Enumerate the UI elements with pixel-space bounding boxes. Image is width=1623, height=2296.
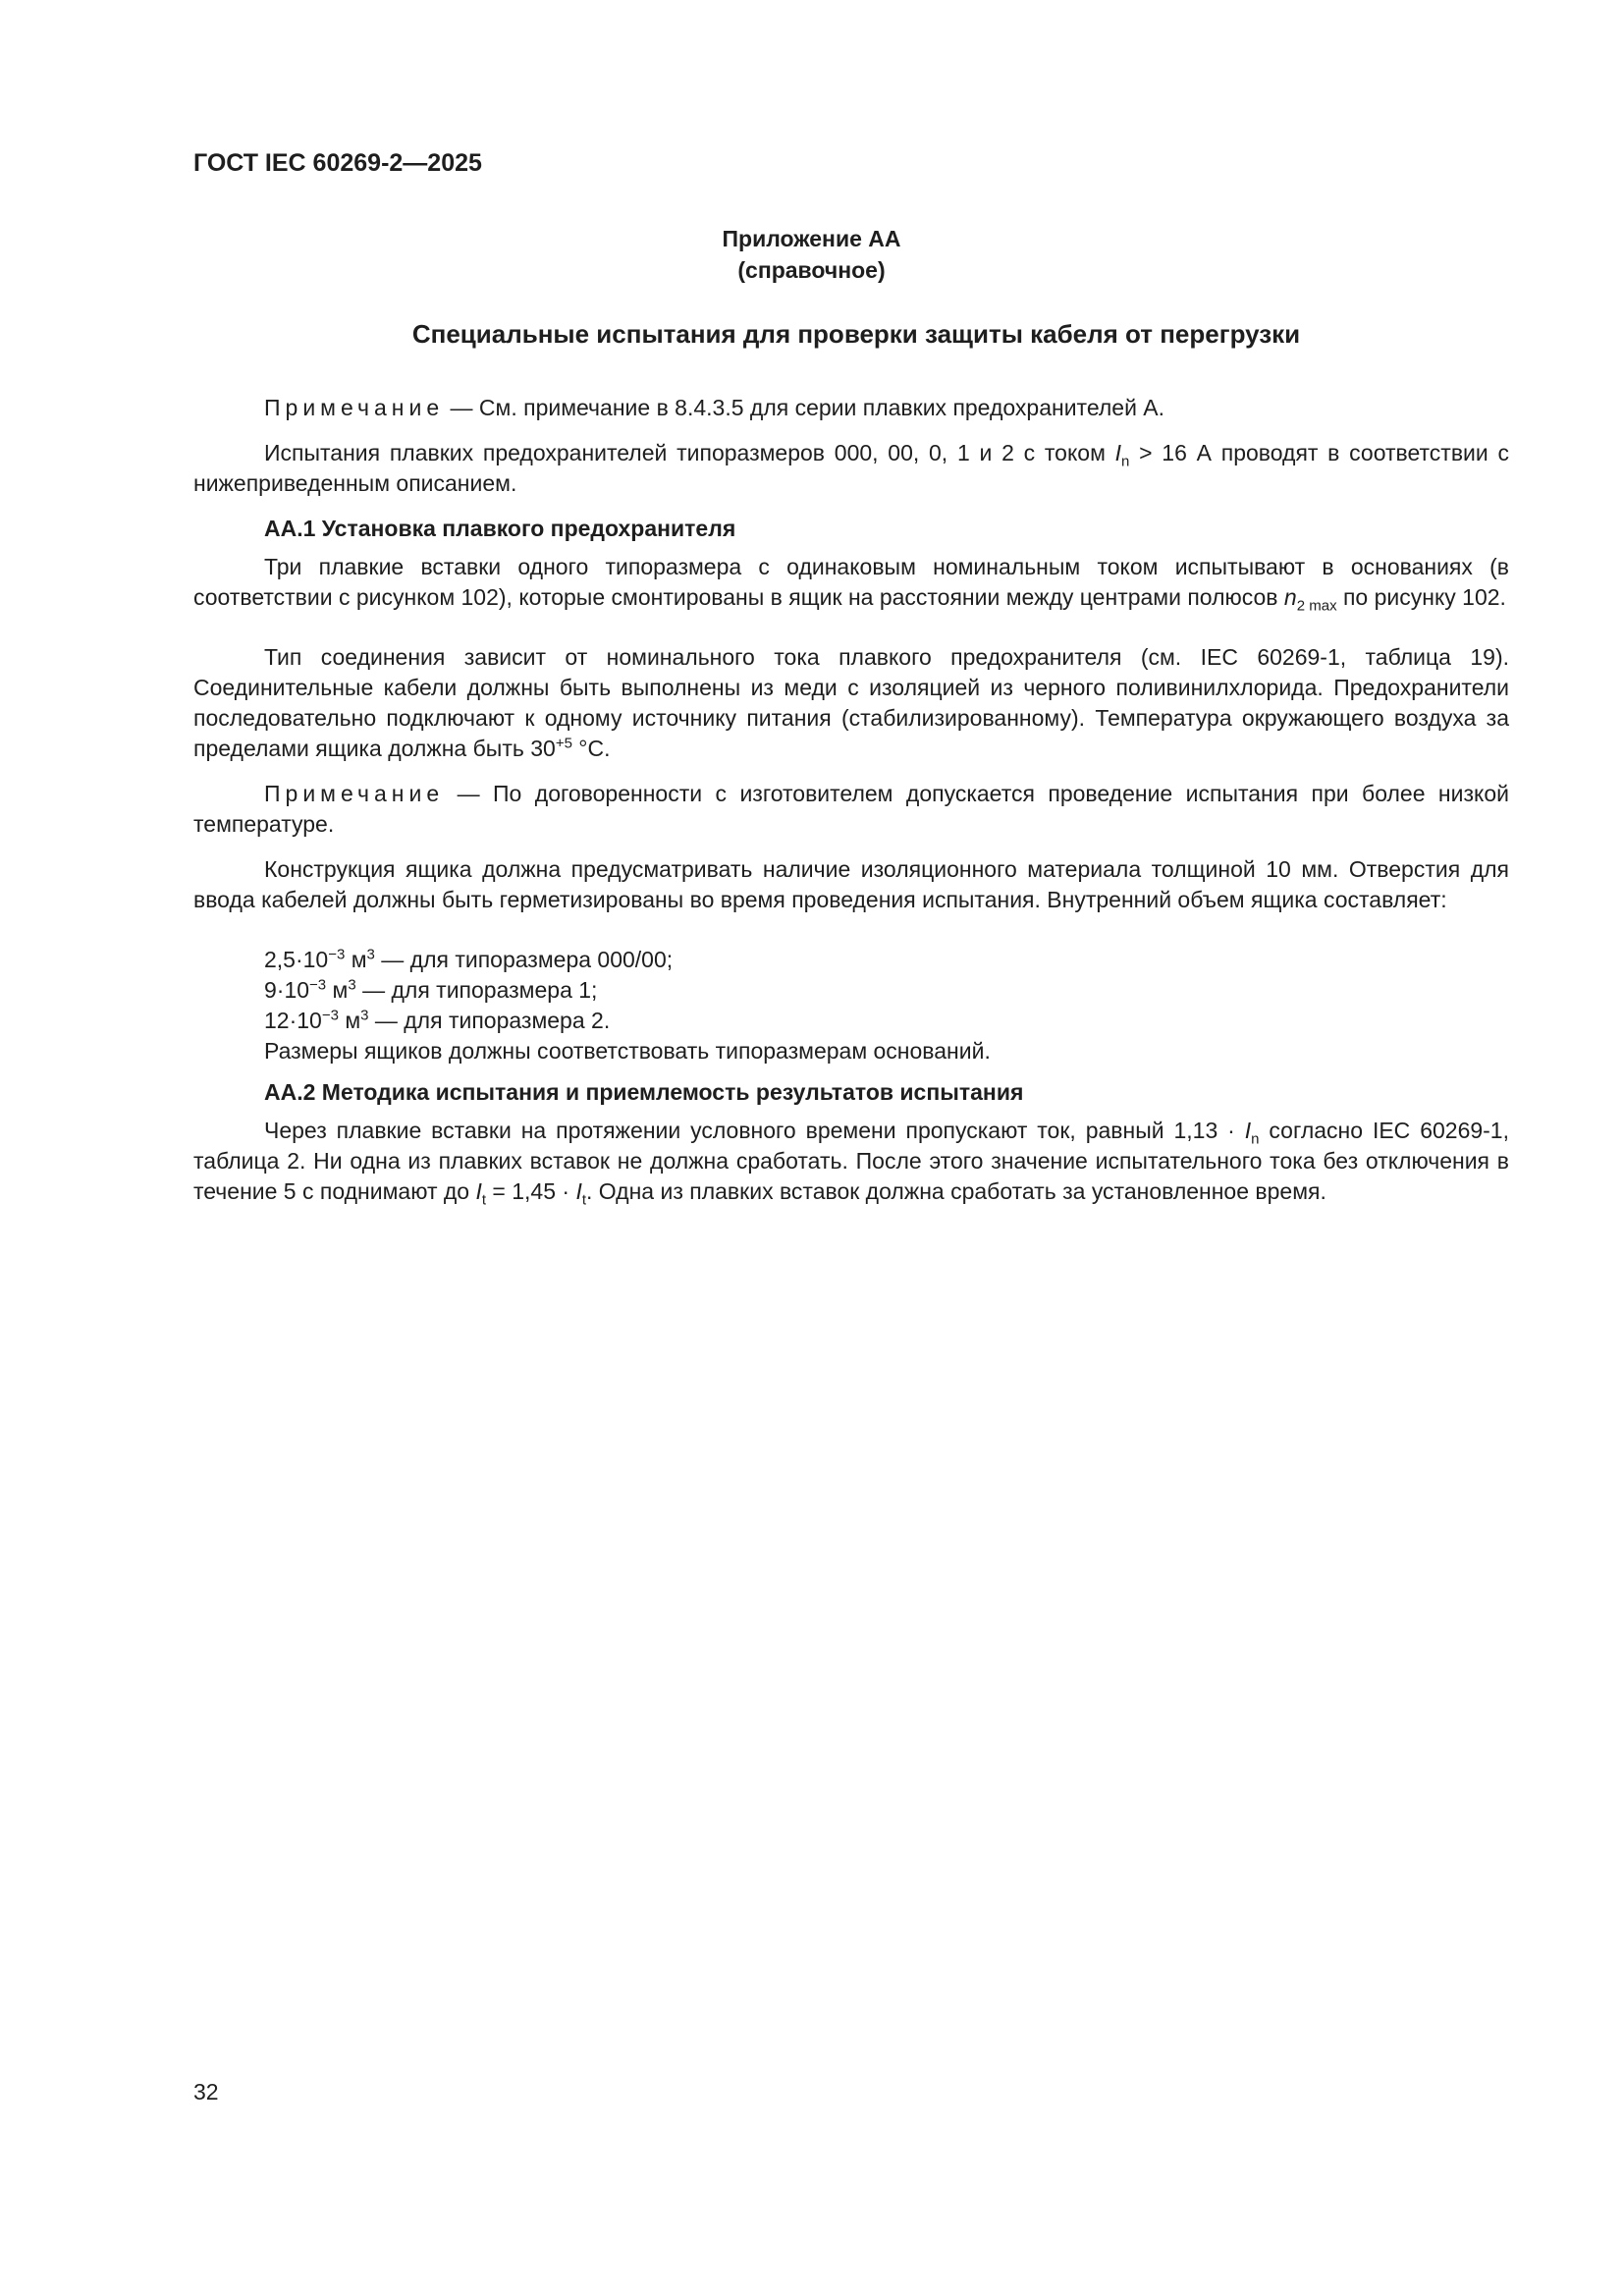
- current-subscript: n: [1121, 453, 1130, 470]
- aa2-paragraph: [193, 1116, 1509, 1207]
- note-1: [193, 393, 1509, 423]
- annex-title: Приложение АА: [722, 226, 901, 251]
- note-text: — См. примечание в 8.4.3.5 для серии плавких предохранителей А.: [444, 395, 1165, 420]
- volume-exponent: −3: [309, 976, 327, 994]
- current-symbol: I: [1114, 440, 1122, 465]
- note-text: — По договоренности с изготовителем допускается проведение испытания при более низкой температуре.: [193, 781, 1509, 837]
- volume-mantissa: 2,5·10: [264, 947, 329, 972]
- aa1-paragraph-2: [193, 642, 1509, 764]
- aa1-p1-text: Три плавкие вставки одного типоразмера с одинаковым номинальным током испытывают в основаниях (в соответствии с рисунком 102), которые смонтированы в ящик на расстоянии между центрами полюсов: [193, 554, 1509, 610]
- volume-description: — для типоразмера 000/00;: [374, 947, 674, 972]
- intro-text-end: > 16 А проводят в соответствии с нижеприведенным описанием.: [193, 440, 1509, 496]
- aa2-text: согласно IEC 60269-1, таблица 2. Ни одна из плавких вставок не должна сработать. После этого значение испытательного тока без отключения в течение 5 с поднимают до: [193, 1118, 1509, 1204]
- volume-description: — для типоразмера 2.: [368, 1008, 611, 1033]
- volume-exponent: −3: [328, 946, 346, 963]
- distance-symbol: n: [1283, 584, 1297, 610]
- volume-unit: м: [345, 947, 367, 972]
- box-closing: Размеры ящиков должны соответствовать типоразмерам оснований.: [264, 1038, 991, 1064]
- volume-exponent: −3: [321, 1007, 339, 1024]
- unit-exponent: 3: [348, 976, 356, 994]
- document-id: ГОСТ IEC 60269-2—2025: [193, 149, 482, 177]
- annex-name: Специальные испытания для проверки защиты кабеля от перегрузки: [411, 319, 1301, 349]
- current-symbol: I: [475, 1178, 482, 1204]
- volume-mantissa: 9·10: [264, 977, 310, 1003]
- volume-mantissa: 12·10: [264, 1008, 322, 1033]
- intro-text: Испытания плавких предохранителей типоразмеров 000, 00, 0, 1 и 2 с током: [264, 440, 1115, 465]
- aa1-p1-text-end: по рисунку 102.: [1336, 584, 1506, 610]
- unit-exponent: 3: [360, 1007, 369, 1024]
- section-aa2-heading: АА.2 Методика испытания и приемлемость результатов испытания: [264, 1079, 1024, 1105]
- note-label: Примечание: [264, 781, 445, 806]
- annex-status: (справочное): [737, 257, 886, 283]
- current-symbol: I: [1244, 1118, 1252, 1143]
- volume-item: [264, 1006, 610, 1036]
- volume-unit: м: [326, 977, 349, 1003]
- distance-subscript: 2 max: [1296, 597, 1337, 615]
- unit-exponent: 3: [366, 946, 375, 963]
- volume-description: — для типоразмера 1;: [355, 977, 598, 1003]
- note-2: [193, 779, 1509, 840]
- current-subscript: t: [481, 1191, 487, 1209]
- aa1-paragraph-1: [193, 552, 1509, 613]
- current-subscript: n: [1251, 1130, 1260, 1148]
- intro-paragraph: [193, 438, 1509, 499]
- aa1-p2-text-end: °С.: [571, 736, 611, 761]
- section-aa1-heading: АА.1 Установка плавкого предохранителя: [264, 516, 736, 541]
- aa2-text-end: . Одна из плавких вставок должна сработать за установленное время.: [586, 1178, 1326, 1204]
- box-paragraph: Конструкция ящика должна предусматривать наличие изоляционного материала толщиной 10 мм. Отверстия для ввода кабелей должны быть герметизированы во время проведения испытания. Внутренний объем ящика составляет:: [193, 856, 1509, 912]
- volume-item: [264, 975, 597, 1006]
- note-label: Примечание: [264, 395, 445, 420]
- volume-item: [264, 945, 673, 975]
- page-number: 32: [193, 2079, 219, 2105]
- volume-unit: м: [338, 1008, 361, 1033]
- aa2-text: Через плавкие вставки на протяжении условного времени пропускают ток, равный 1,13 ·: [264, 1118, 1245, 1143]
- aa2-text: = 1,45 ·: [486, 1178, 576, 1204]
- aa1-p2-text: Тип соединения зависит от номинального тока плавкого предохранителя (см. IEC 60269-1, таблица 19). Соединительные кабели должны быть выполнены из меди с изоляцией из черного поливинилхлорида. Предохранители последовательно подключают к одному источнику питания (стабилизированному). Температура окружающего воздуха за пределами ящика должна быть 30: [193, 644, 1509, 761]
- current-symbol: I: [575, 1178, 582, 1204]
- temperature-tolerance: +5: [555, 735, 572, 752]
- current-subscript: t: [581, 1191, 587, 1209]
